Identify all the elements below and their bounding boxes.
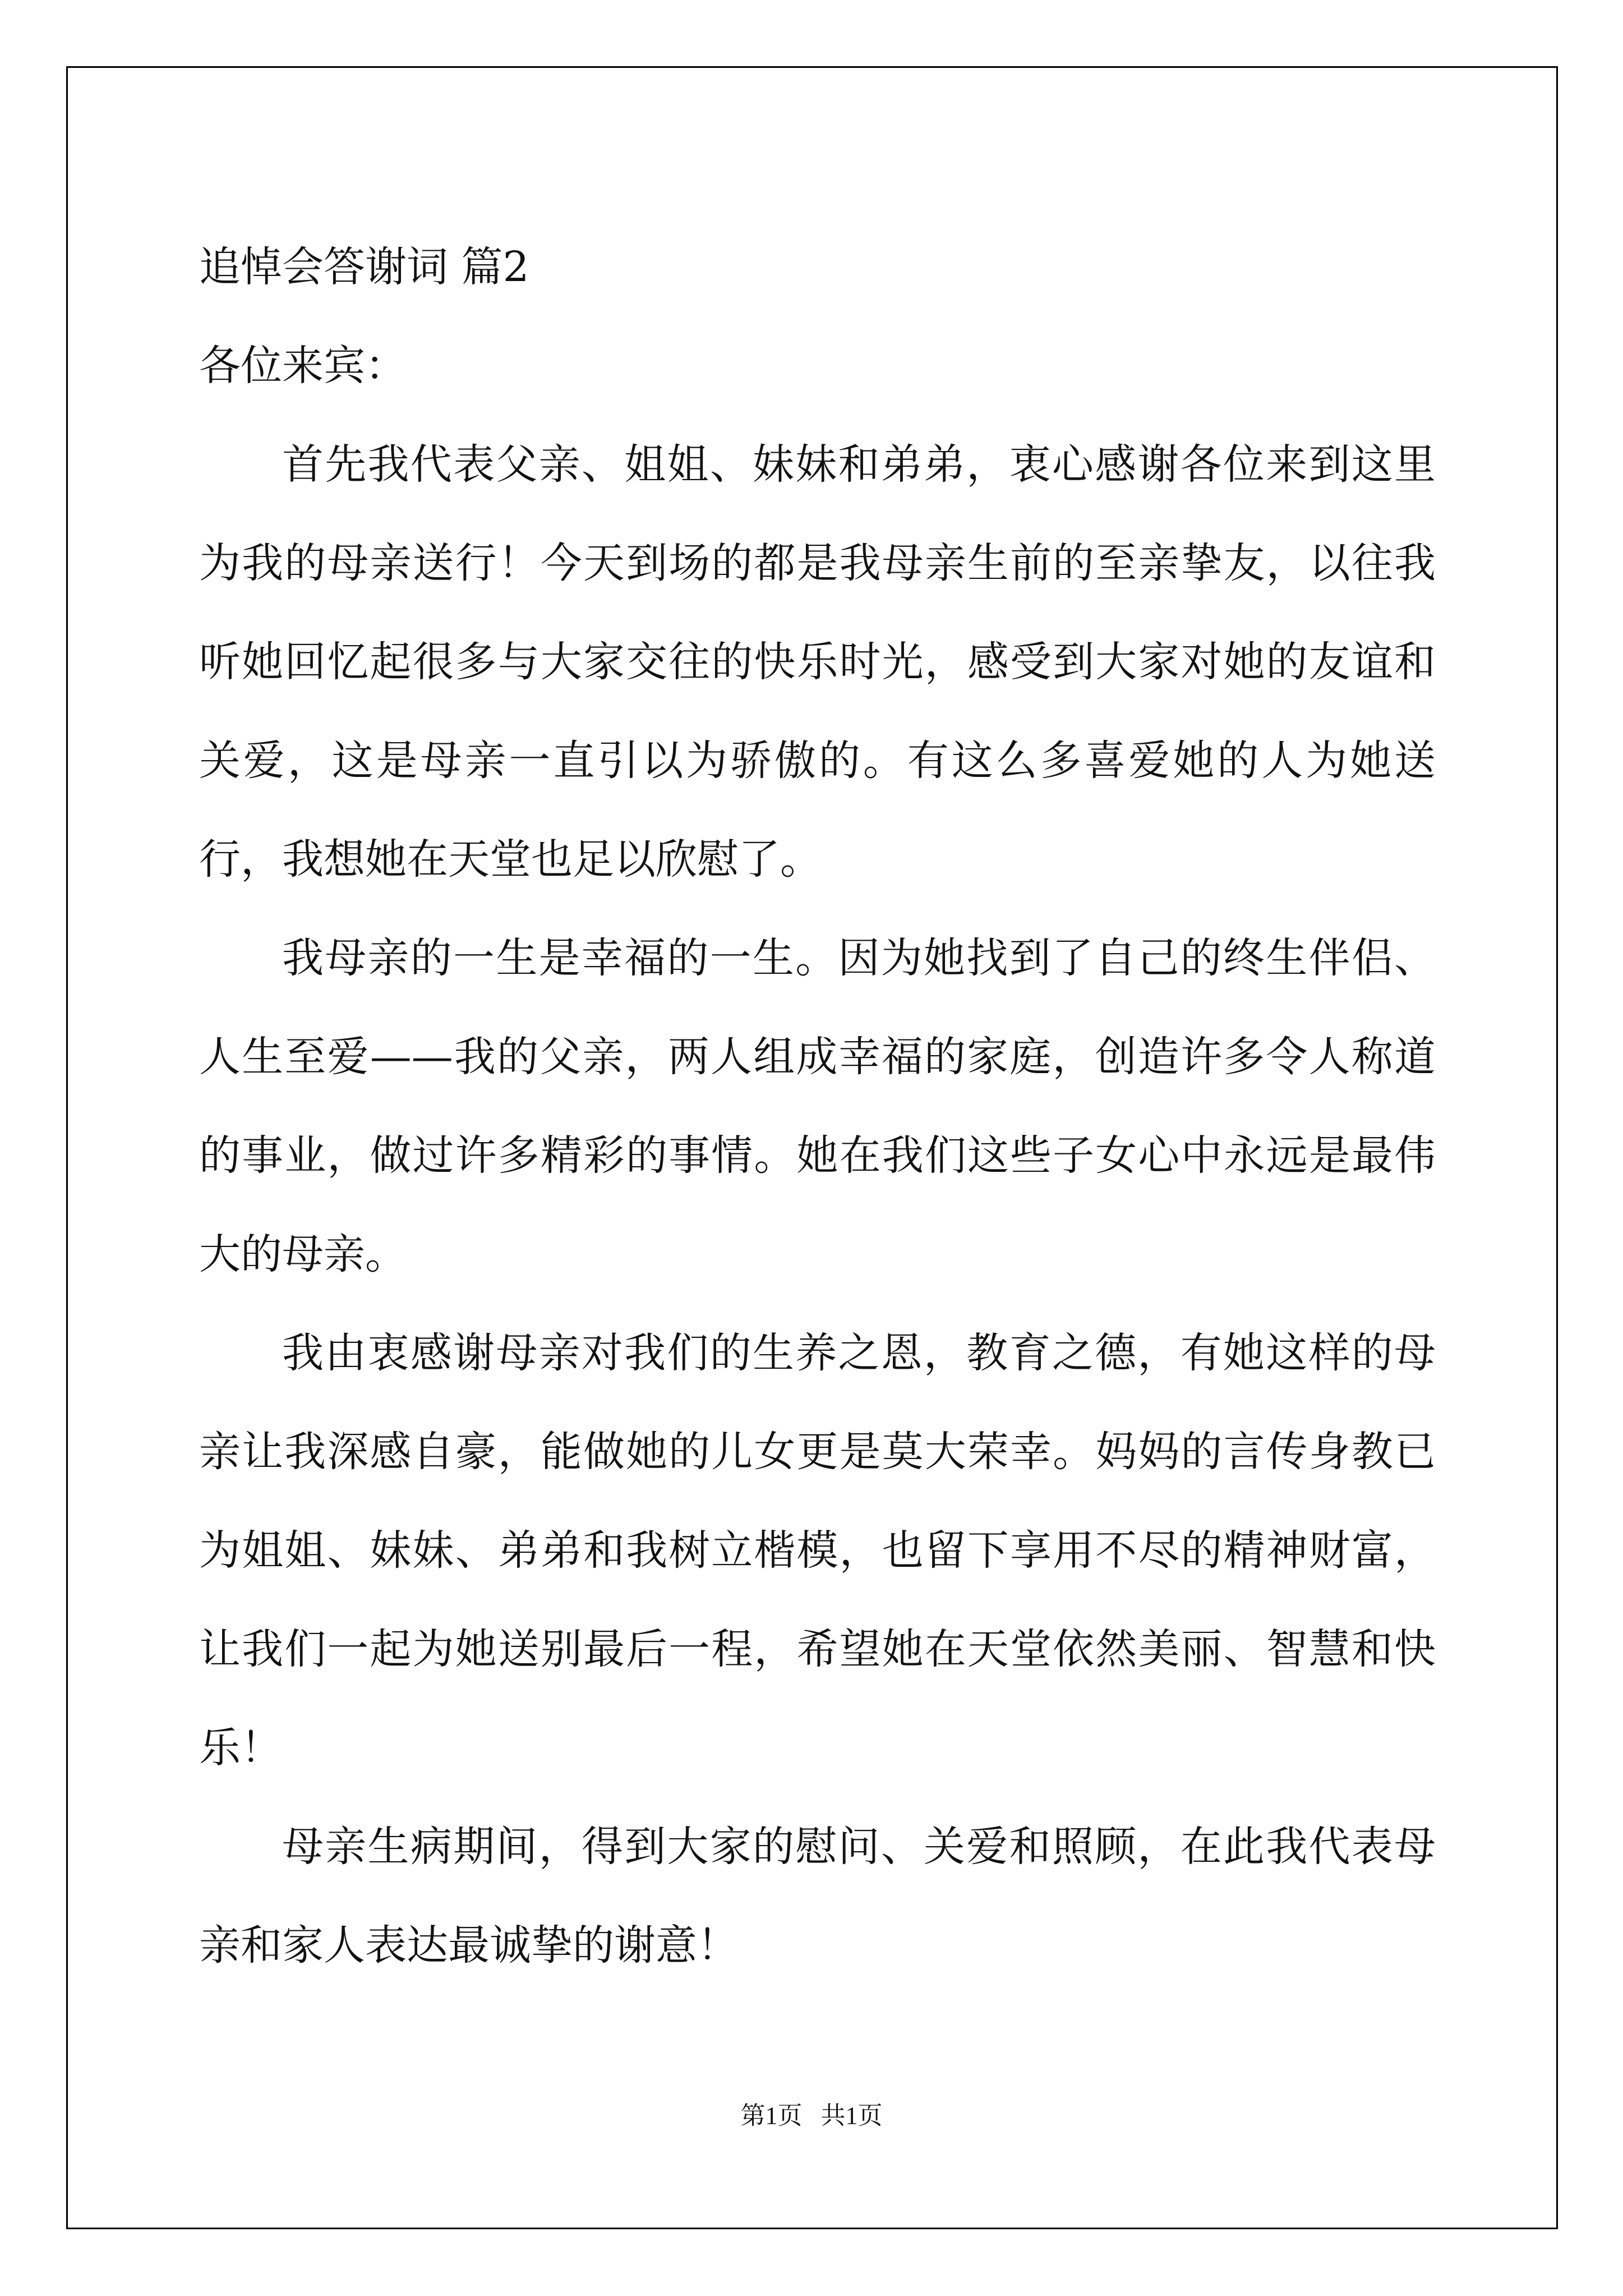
paragraph-1: 首先我代表父亲、姐姐、妹妹和弟弟，衷心感谢各位来到这里为我的母亲送行！今天到场的都是我母亲生前的至亲挚友，以往我听她回忆起很多与大家交往的快乐时光，感受到大家对她的友谊和关爱，这是母亲一直引以为骄傲的。有这么多喜爱她的人为她送行，我想她在天堂也足以欣慰了。 — [199, 440, 1436, 884]
document-title: 追悼会答谢词 篇2 — [199, 243, 529, 291]
paragraph-4: 母亲生病期间，得到大家的慰问、关爱和照顾，在此我代表母亲和家人表达最诚挚的谢意！ — [199, 1823, 1436, 1970]
page-footer: 第1页 共1页 — [740, 2102, 883, 2129]
paragraph-3: 我由衷感谢母亲对我们的生养之恩，教育之德，有她这样的母亲让我深感自豪，能做她的儿女更是莫大荣幸。妈妈的言传身教已为姐姐、妹妹、弟弟和我树立楷模，也留下享用不尽的精神财富，让我们一起为她送别最后一程，希望她在天堂依然美丽、智慧和快乐！ — [199, 1329, 1436, 1772]
document-body — [199, 218, 1436, 1995]
salutation: 各位来宾： — [199, 342, 407, 390]
paragraph-2: 我母亲的一生是幸福的一生。因为她找到了自己的终生伴侣、人生至爱——我的父亲，两人组成幸福的家庭，创造许多令人称道的事业，做过许多精彩的事情。她在我们这些子女心中永远是最伟大的母亲。 — [199, 934, 1436, 1278]
